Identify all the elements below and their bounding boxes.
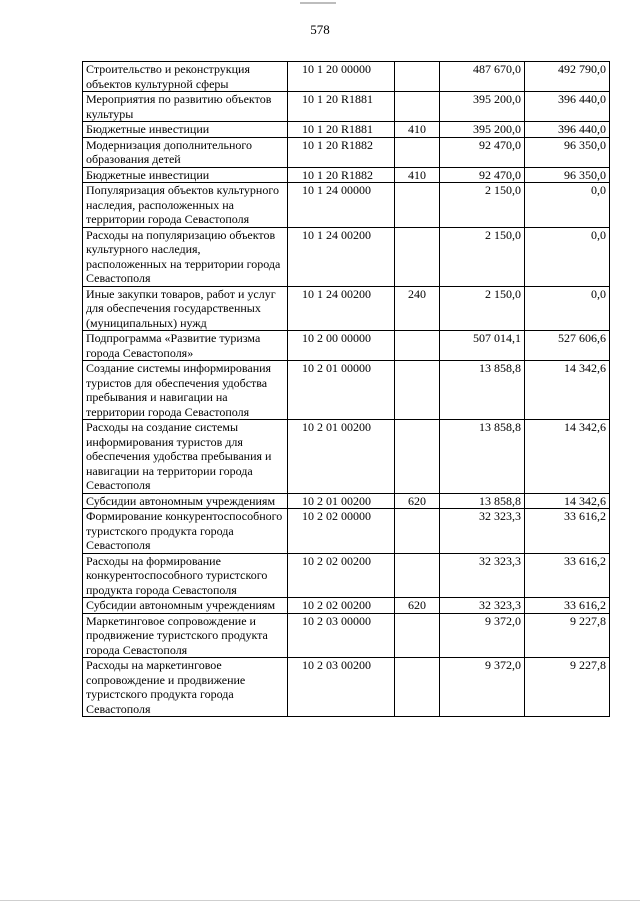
table-row [83, 137, 610, 167]
row-name: Модернизация дополнительного образования детей [83, 137, 288, 167]
table-row [83, 361, 610, 420]
row-name: Маркетинговое сопровождение и продвижение туристского продукта города Севастополя [83, 613, 288, 658]
row-expense-type [395, 613, 440, 658]
row-amount-year-1: 92 470,0 [440, 167, 525, 183]
row-name: Субсидии автономным учреждениям [83, 598, 288, 614]
row-name: Создание системы информирования туристов для обеспечения удобства пребывания и навигации на территории города Севастополя [83, 361, 288, 420]
row-name: Подпрограмма «Развитие туризма города Севастополя» [83, 331, 288, 361]
row-amount-year-2: 396 440,0 [525, 122, 610, 138]
row-name: Иные закупки товаров, работ и услуг для обеспечения государственных (муниципальных) нужд [83, 286, 288, 331]
row-amount-year-1: 2 150,0 [440, 183, 525, 228]
row-code: 10 2 02 00000 [288, 509, 395, 554]
row-amount-year-2: 96 350,0 [525, 137, 610, 167]
row-code: 10 1 20 R1881 [288, 92, 395, 122]
table-row [83, 553, 610, 598]
row-amount-year-1: 13 858,8 [440, 493, 525, 509]
row-name: Расходы на создание системы информирования туристов для обеспечения удобства пребывания и навигации на территории города Севастополя [83, 420, 288, 494]
row-code: 10 1 20 R1881 [288, 122, 395, 138]
row-expense-type: 620 [395, 598, 440, 614]
page-number: 578 [310, 22, 330, 37]
row-name: Мероприятия по развитию объектов культуры [83, 92, 288, 122]
row-code: 10 1 24 00000 [288, 183, 395, 228]
row-code: 10 2 01 00200 [288, 420, 395, 494]
row-amount-year-2: 0,0 [525, 227, 610, 286]
table-row [83, 183, 610, 228]
table-row [83, 509, 610, 554]
row-code: 10 2 00 00000 [288, 331, 395, 361]
table-row [83, 658, 610, 717]
row-code: 10 2 03 00000 [288, 613, 395, 658]
row-amount-year-1: 32 323,3 [440, 553, 525, 598]
row-name: Строительство и реконструкция объектов культурной сферы [83, 62, 288, 92]
budget-table [82, 61, 610, 717]
row-expense-type [395, 658, 440, 717]
row-expense-type [395, 92, 440, 122]
row-code: 10 1 20 R1882 [288, 167, 395, 183]
table-row [83, 286, 610, 331]
table-row [83, 598, 610, 614]
row-expense-type: 620 [395, 493, 440, 509]
row-amount-year-1: 2 150,0 [440, 227, 525, 286]
row-amount-year-1: 2 150,0 [440, 286, 525, 331]
row-amount-year-1: 13 858,8 [440, 420, 525, 494]
row-amount-year-2: 33 616,2 [525, 598, 610, 614]
row-amount-year-1: 32 323,3 [440, 598, 525, 614]
row-expense-type: 410 [395, 122, 440, 138]
row-code: 10 2 02 00200 [288, 598, 395, 614]
page-edge [0, 900, 640, 901]
row-name: Популяризация объектов культурного наследия, расположенных на территории города Севастополя [83, 183, 288, 228]
row-name: Расходы на формирование конкурентоспособного туристского продукта города Севастополя [83, 553, 288, 598]
row-name: Формирование конкурентоспособного туристского продукта города Севастополя [83, 509, 288, 554]
row-code: 10 2 01 00000 [288, 361, 395, 420]
row-expense-type [395, 227, 440, 286]
row-code: 10 1 20 00000 [288, 62, 395, 92]
table-row [83, 122, 610, 138]
row-amount-year-2: 33 616,2 [525, 509, 610, 554]
row-code: 10 2 01 00200 [288, 493, 395, 509]
scan-artifact [300, 2, 336, 4]
row-amount-year-2: 33 616,2 [525, 553, 610, 598]
table-row [83, 493, 610, 509]
row-amount-year-1: 395 200,0 [440, 122, 525, 138]
row-expense-type [395, 62, 440, 92]
row-amount-year-1: 92 470,0 [440, 137, 525, 167]
row-expense-type [395, 420, 440, 494]
row-amount-year-2: 96 350,0 [525, 167, 610, 183]
row-amount-year-1: 9 372,0 [440, 658, 525, 717]
row-amount-year-2: 9 227,8 [525, 658, 610, 717]
row-amount-year-2: 0,0 [525, 183, 610, 228]
row-expense-type [395, 137, 440, 167]
row-amount-year-1: 395 200,0 [440, 92, 525, 122]
table-row [83, 62, 610, 92]
row-amount-year-2: 14 342,6 [525, 361, 610, 420]
row-expense-type: 240 [395, 286, 440, 331]
row-code: 10 1 24 00200 [288, 227, 395, 286]
row-amount-year-2: 492 790,0 [525, 62, 610, 92]
row-amount-year-1: 32 323,3 [440, 509, 525, 554]
table-row [83, 613, 610, 658]
row-expense-type [395, 183, 440, 228]
row-code: 10 2 03 00200 [288, 658, 395, 717]
row-amount-year-1: 507 014,1 [440, 331, 525, 361]
row-amount-year-2: 527 606,6 [525, 331, 610, 361]
row-expense-type [395, 361, 440, 420]
row-amount-year-2: 14 342,6 [525, 493, 610, 509]
row-name: Бюджетные инвестиции [83, 167, 288, 183]
row-name: Бюджетные инвестиции [83, 122, 288, 138]
row-name: Расходы на популяризацию объектов культурного наследия, расположенных на территории города Севастополя [83, 227, 288, 286]
row-code: 10 1 20 R1882 [288, 137, 395, 167]
row-amount-year-2: 9 227,8 [525, 613, 610, 658]
row-code: 10 2 02 00200 [288, 553, 395, 598]
table-row [83, 331, 610, 361]
row-expense-type [395, 553, 440, 598]
row-expense-type [395, 331, 440, 361]
row-amount-year-1: 9 372,0 [440, 613, 525, 658]
row-amount-year-1: 13 858,8 [440, 361, 525, 420]
row-amount-year-2: 0,0 [525, 286, 610, 331]
row-name: Субсидии автономным учреждениям [83, 493, 288, 509]
row-expense-type: 410 [395, 167, 440, 183]
table-row [83, 167, 610, 183]
table-row [83, 92, 610, 122]
row-amount-year-1: 487 670,0 [440, 62, 525, 92]
row-amount-year-2: 396 440,0 [525, 92, 610, 122]
row-code: 10 1 24 00200 [288, 286, 395, 331]
row-amount-year-2: 14 342,6 [525, 420, 610, 494]
table-row [83, 227, 610, 286]
row-name: Расходы на маркетинговое сопровождение и продвижение туристского продукта города Севастополя [83, 658, 288, 717]
table-row [83, 420, 610, 494]
row-expense-type [395, 509, 440, 554]
budget-table-body [83, 62, 610, 717]
